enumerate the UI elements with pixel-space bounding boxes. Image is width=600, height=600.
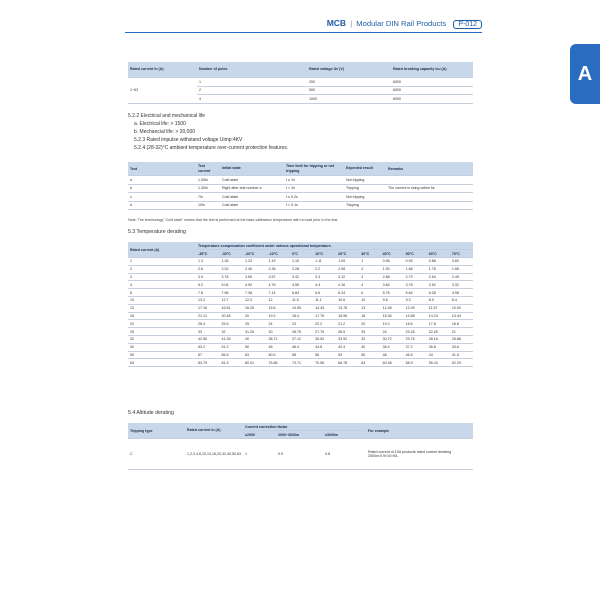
table-cell: 66.78 bbox=[336, 359, 359, 367]
table-cell: 32 bbox=[359, 335, 380, 343]
table-cell: 28.16 bbox=[427, 335, 450, 343]
table-cell: 40 bbox=[243, 335, 267, 343]
section-title: 5.3 Temperature derating bbox=[128, 229, 186, 235]
table-cell: 21.12 bbox=[196, 312, 220, 320]
table-cell: Cold state bbox=[220, 193, 284, 202]
table-row bbox=[128, 296, 473, 304]
table-cell: Cold state bbox=[220, 176, 284, 185]
table-cell: 12.7 bbox=[220, 296, 244, 304]
table-cell: 50 bbox=[128, 351, 196, 359]
table-cell: 3.12 bbox=[336, 273, 359, 281]
table-cell: 17.76 bbox=[313, 312, 336, 320]
table-cell: 7In bbox=[196, 193, 220, 202]
table-row bbox=[128, 359, 473, 367]
table-cell: 2.2 bbox=[313, 265, 336, 273]
table-cell: 12.3 bbox=[243, 296, 267, 304]
table-cell: 41.28 bbox=[220, 335, 244, 343]
table-row bbox=[128, 201, 473, 210]
table-cell: 33 bbox=[196, 328, 220, 336]
section-title: 5.4 Altitude derating bbox=[128, 410, 174, 416]
table-cell: 53 bbox=[336, 351, 359, 359]
table-cell: Rated current of 10A products rated current derating 2500m:0.9×10=9A bbox=[366, 439, 473, 470]
table-cell: 11.1 bbox=[313, 296, 336, 304]
table-cell: 38.72 bbox=[267, 335, 291, 343]
table-cell: 13.78 bbox=[336, 304, 359, 312]
temp-header: 70°C bbox=[450, 250, 473, 258]
table-cell: 16.8 bbox=[450, 320, 473, 328]
table-cell: 3.52 bbox=[427, 281, 450, 289]
col-header: Rated current (A) bbox=[128, 242, 196, 258]
table-cell: 7.8 bbox=[196, 289, 220, 297]
spec-line: 5.2.2 Electrical and mechanical life bbox=[128, 113, 205, 119]
spec-line: b. Mechancial life: > 20,000 bbox=[134, 129, 196, 135]
table-cell: 0.96 bbox=[381, 258, 404, 266]
table-cell: 13 bbox=[359, 304, 380, 312]
table-cell: 20 bbox=[359, 320, 380, 328]
table-cell: 33.6 bbox=[450, 343, 473, 351]
table-cell: 21 bbox=[450, 328, 473, 336]
table-cell: 10.6 bbox=[336, 296, 359, 304]
table-cell: 23.25 bbox=[404, 328, 427, 336]
table-cell: 3 bbox=[359, 273, 380, 281]
table-cell: 1.23 bbox=[243, 258, 267, 266]
table-row bbox=[128, 343, 473, 351]
table-cell: 5.2 bbox=[196, 281, 220, 289]
table-cell: 7.56 bbox=[220, 289, 244, 297]
table-cell: Tripping bbox=[344, 184, 386, 193]
table-cell: 40 bbox=[128, 343, 196, 351]
table-cell: 22.2 bbox=[313, 320, 336, 328]
col-header: Time limit for tripping or not tripping bbox=[284, 162, 344, 176]
table-cell: 22.25 bbox=[427, 328, 450, 336]
table-cell: Not tripping bbox=[344, 193, 386, 202]
temp-header: -10°C bbox=[267, 250, 291, 258]
table-cell: 32 bbox=[128, 335, 196, 343]
table-row bbox=[128, 176, 473, 185]
table-cell: 2.38 bbox=[267, 265, 291, 273]
product-name: MCB bbox=[326, 18, 347, 28]
table-cell: 1.86 bbox=[404, 265, 427, 273]
table-cell: 1.26 bbox=[220, 258, 244, 266]
table-cell: 13 bbox=[128, 304, 196, 312]
table-cell: 10 bbox=[359, 296, 380, 304]
table-cell: 1000 bbox=[307, 95, 391, 104]
table-cell: 48 bbox=[381, 351, 404, 359]
table-cell: 14.88 bbox=[404, 312, 427, 320]
table-cell: 1 bbox=[128, 258, 196, 266]
table-cell: 2.08 bbox=[336, 265, 359, 273]
table-cell: 6.84 bbox=[290, 289, 313, 297]
table-cell: 10 bbox=[128, 296, 196, 304]
table-cell bbox=[386, 201, 473, 210]
table-cell: t < 1h bbox=[284, 184, 344, 193]
table-cell: 1.05 bbox=[336, 258, 359, 266]
temp-header: 50°C bbox=[404, 250, 427, 258]
table-cell: 44 bbox=[427, 351, 450, 359]
table-row bbox=[128, 439, 473, 470]
table-cell: 6000 bbox=[391, 78, 473, 87]
table-cell: 9.3 bbox=[404, 296, 427, 304]
table-cell: 0.93 bbox=[404, 258, 427, 266]
breaking-capacity-table bbox=[128, 62, 473, 104]
table-cell: 14.95 bbox=[290, 304, 313, 312]
col-header: Rated breaking capacity Icu (A) bbox=[391, 62, 473, 78]
table-cell: 63 bbox=[128, 359, 196, 367]
table-cell: 38.4 bbox=[381, 343, 404, 351]
col-header: Rated current In (A) bbox=[185, 423, 243, 439]
temp-header: 10°C bbox=[313, 250, 336, 258]
table-cell: 6000 bbox=[391, 95, 473, 104]
cold-state-note: Note: The terminology" Cold state" means that the test is performed at the base calibration temperature with no load prior to the test. bbox=[128, 218, 339, 222]
table-cell: The current is rising within 5s bbox=[386, 184, 473, 193]
section-name: Modular DIN Rail Products bbox=[356, 19, 447, 28]
table-cell: 35.52 bbox=[313, 335, 336, 343]
table-row bbox=[128, 184, 473, 193]
table-cell: 2 bbox=[128, 265, 196, 273]
table-cell: 4 bbox=[197, 95, 307, 104]
col-header: ≥3000m bbox=[323, 431, 366, 439]
table-cell: 37.12 bbox=[290, 335, 313, 343]
table-cell: 76.86 bbox=[267, 359, 291, 367]
table-cell: 3.69 bbox=[243, 273, 267, 281]
temp-header: 60°C bbox=[427, 250, 450, 258]
table-cell: 16.96 bbox=[336, 312, 359, 320]
table-cell: 63 bbox=[359, 359, 380, 367]
table-cell: 3.42 bbox=[290, 273, 313, 281]
table-cell: 83.79 bbox=[196, 359, 220, 367]
table-cell: 4 bbox=[359, 281, 380, 289]
table-cell: 1 bbox=[197, 78, 307, 87]
table-cell: 28.75 bbox=[290, 328, 313, 336]
table-cell: 25 bbox=[243, 320, 267, 328]
table-cell: 60.48 bbox=[381, 359, 404, 367]
table-cell: 2.88 bbox=[381, 273, 404, 281]
table-cell: 2.64 bbox=[427, 273, 450, 281]
table-cell: 500 bbox=[307, 86, 391, 95]
table-cell: 41.5 bbox=[450, 351, 473, 359]
table-cell: 32 bbox=[220, 328, 244, 336]
col-group-header: Current correction factor bbox=[243, 423, 366, 431]
table-cell: 1 bbox=[359, 258, 380, 266]
table-cell: 8.9 bbox=[427, 296, 450, 304]
table-row bbox=[128, 320, 473, 328]
table-row bbox=[128, 304, 473, 312]
table-row bbox=[128, 335, 473, 343]
table-cell: 0.83 bbox=[450, 258, 473, 266]
table-cell: c bbox=[128, 193, 196, 202]
table-cell: 6 bbox=[359, 289, 380, 297]
table-row bbox=[128, 265, 473, 273]
table-cell: 3.9 bbox=[196, 273, 220, 281]
table-cell: 0.88 bbox=[427, 258, 450, 266]
table-cell: 26.5 bbox=[336, 328, 359, 336]
table-cell: 7.38 bbox=[243, 289, 267, 297]
table-cell: 2 bbox=[359, 265, 380, 273]
table-cell: 51.2 bbox=[220, 343, 244, 351]
temp-header: -20°C bbox=[243, 250, 267, 258]
temp-header: -35°C bbox=[196, 250, 220, 258]
table-row bbox=[128, 281, 473, 289]
table-cell: 55.44 bbox=[427, 359, 450, 367]
page-code: P-012 bbox=[453, 20, 482, 29]
table-cell: 70.56 bbox=[313, 359, 336, 367]
col-header: Expected result bbox=[344, 162, 386, 176]
table-cell: 35.6 bbox=[427, 343, 450, 351]
table-cell: 18.4 bbox=[290, 312, 313, 320]
spec-line: 5.2.4 (28-32)°C ambient temperature over-current protection features. bbox=[134, 145, 289, 151]
section-tab-letter: A bbox=[577, 62, 593, 85]
col-header: Rated current In (A) bbox=[128, 62, 197, 78]
table-cell: 0.9 bbox=[276, 439, 323, 470]
table-cell: 23 bbox=[290, 320, 313, 328]
temp-header: 20°C bbox=[336, 250, 359, 258]
table-cell: 2.52 bbox=[220, 265, 244, 273]
table-cell: 14.24 bbox=[427, 312, 450, 320]
table-cell: 3.84 bbox=[381, 281, 404, 289]
table-cell: 1.11 bbox=[313, 258, 336, 266]
header-separator: | bbox=[350, 19, 353, 28]
table-cell: 25 bbox=[359, 328, 380, 336]
table-cell: 1.19 bbox=[267, 258, 291, 266]
table-cell: 4.16 bbox=[336, 281, 359, 289]
table-cell: 2 bbox=[197, 86, 307, 95]
table-cell: 1,2,3,4,6,10,13,16,20,32,40,50,63 bbox=[185, 439, 243, 470]
table-cell: 3.78 bbox=[220, 273, 244, 281]
table-row bbox=[128, 351, 473, 359]
table-cell: 3.76 bbox=[404, 281, 427, 289]
table-cell: b bbox=[128, 184, 196, 193]
table-cell: 30.72 bbox=[381, 335, 404, 343]
table-row bbox=[128, 312, 473, 320]
table-cell: Tripping bbox=[344, 201, 386, 210]
table-cell: 20.48 bbox=[220, 312, 244, 320]
table-cell: 21.2 bbox=[336, 320, 359, 328]
table-cell: 5.28 bbox=[427, 289, 450, 297]
table-cell: 24 bbox=[381, 328, 404, 336]
table-cell: 30 bbox=[267, 328, 291, 336]
table-cell: 4.56 bbox=[290, 281, 313, 289]
table-cell bbox=[386, 176, 473, 185]
table-cell: 4 bbox=[128, 281, 196, 289]
table-cell: 1.92 bbox=[381, 265, 404, 273]
table-cell: 1.15 bbox=[290, 258, 313, 266]
table-cell: 60.5 bbox=[267, 351, 291, 359]
table-cell: 25.6 bbox=[220, 320, 244, 328]
overcurrent-protection-table bbox=[128, 162, 473, 210]
temperature-derating-table bbox=[128, 242, 473, 367]
table-cell: 6.24 bbox=[336, 289, 359, 297]
table-cell: 2.6 bbox=[196, 265, 220, 273]
table-cell: 12.09 bbox=[404, 304, 427, 312]
table-cell: 18.6 bbox=[404, 320, 427, 328]
table-cell: 27.75 bbox=[313, 328, 336, 336]
table-cell: t ≤ 0.2s bbox=[284, 193, 344, 202]
table-cell: 16 bbox=[359, 312, 380, 320]
col-header: 2000~3000m bbox=[276, 431, 323, 439]
table-cell: 1.30In bbox=[196, 184, 220, 193]
table-cell: 1.76 bbox=[427, 265, 450, 273]
table-cell: 9.6 bbox=[381, 296, 404, 304]
spec-line: a. Electrical life: > 1500 bbox=[134, 121, 186, 127]
table-cell: 1 bbox=[243, 439, 276, 470]
table-cell: 40 bbox=[359, 343, 380, 351]
temp-header: 40°C bbox=[381, 250, 404, 258]
table-row bbox=[128, 273, 473, 281]
table-cell: 250 bbox=[307, 78, 391, 87]
table-cell: 12 bbox=[267, 296, 291, 304]
table-cell: 67 bbox=[196, 351, 220, 359]
table-cell: 48 bbox=[267, 343, 291, 351]
table-cell: 5.76 bbox=[381, 289, 404, 297]
table-cell: 53.2 bbox=[196, 343, 220, 351]
section-tab bbox=[570, 44, 600, 104]
header-rule bbox=[125, 32, 482, 33]
table-cell: t < 0.1s bbox=[284, 201, 344, 210]
page-header bbox=[327, 18, 482, 29]
table-cell: 19.2 bbox=[267, 312, 291, 320]
temp-header: 30°C bbox=[359, 250, 380, 258]
col-header: Initial state bbox=[220, 162, 284, 176]
table-cell: 1.66 bbox=[450, 265, 473, 273]
table-cell: a bbox=[128, 176, 196, 185]
temp-header: 0°C bbox=[290, 250, 313, 258]
table-cell: 37.2 bbox=[404, 343, 427, 351]
table-cell: 3 bbox=[128, 273, 196, 281]
table-cell: 15.36 bbox=[381, 312, 404, 320]
table-cell: 7.14 bbox=[267, 289, 291, 297]
table-cell: 31.25 bbox=[243, 328, 267, 336]
table-row bbox=[128, 258, 473, 266]
table-cell: t ≤ 1h bbox=[284, 176, 344, 185]
table-cell: 58.9 bbox=[404, 359, 427, 367]
table-cell: 20 bbox=[128, 320, 196, 328]
temp-header: -30°C bbox=[220, 250, 244, 258]
table-cell: 65.5 bbox=[220, 351, 244, 359]
table-cell: 50 bbox=[359, 351, 380, 359]
table-cell: Not tripping bbox=[344, 176, 386, 185]
table-cell: C bbox=[128, 439, 185, 470]
table-cell: 1.05In bbox=[196, 176, 220, 185]
table-cell: 11.57 bbox=[427, 304, 450, 312]
table-cell: 15.6 bbox=[267, 304, 291, 312]
table-cell: 24 bbox=[267, 320, 291, 328]
table-cell: 16.25 bbox=[243, 304, 267, 312]
table-cell: Cold state bbox=[220, 201, 284, 210]
table-cell: 8.4 bbox=[450, 296, 473, 304]
table-cell: 13.2 bbox=[196, 296, 220, 304]
col-header: For example bbox=[366, 423, 473, 439]
table-cell: 2.49 bbox=[450, 273, 473, 281]
table-cell: 3.32 bbox=[450, 281, 473, 289]
table-row bbox=[128, 193, 473, 202]
table-cell: 2.46 bbox=[243, 265, 267, 273]
table-cell: 58 bbox=[290, 351, 313, 359]
table-cell: 16.51 bbox=[220, 304, 244, 312]
table-cell: 17.16 bbox=[196, 304, 220, 312]
table-cell bbox=[386, 193, 473, 202]
table-cell: 25 bbox=[128, 328, 196, 336]
table-cell: 81.9 bbox=[220, 359, 244, 367]
table-row bbox=[128, 289, 473, 297]
table-cell: 10.92 bbox=[450, 304, 473, 312]
table-cell: 10In bbox=[196, 201, 220, 210]
table-cell: 1.3 bbox=[196, 258, 220, 266]
table-cell: 0.8 bbox=[323, 439, 366, 470]
col-header: Tripping type bbox=[128, 423, 185, 439]
table-cell: 13.44 bbox=[450, 312, 473, 320]
col-header: Test current bbox=[196, 162, 220, 176]
table-cell: 6 bbox=[128, 289, 196, 297]
table-cell: 12.48 bbox=[381, 304, 404, 312]
table-cell: 11.5 bbox=[290, 296, 313, 304]
table-cell: 73.71 bbox=[290, 359, 313, 367]
table-cell: 46.5 bbox=[404, 351, 427, 359]
table-cell: 4.98 bbox=[450, 289, 473, 297]
col-header: Rated voltage Ue (V) bbox=[307, 62, 391, 78]
table-cell: 5.04 bbox=[220, 281, 244, 289]
table-cell: 56 bbox=[313, 351, 336, 359]
table-cell: 33.92 bbox=[336, 335, 359, 343]
col-header: Test bbox=[128, 162, 196, 176]
col-header: ≤2000 bbox=[243, 431, 276, 439]
table-cell: 4.92 bbox=[243, 281, 267, 289]
table-cell: 19.2 bbox=[381, 320, 404, 328]
table-cell: 80.01 bbox=[243, 359, 267, 367]
table-row bbox=[128, 328, 473, 336]
col-group-header: Temperature compensation coefficient under various operational temperature. bbox=[196, 242, 473, 250]
table-cell: 4.4 bbox=[313, 281, 336, 289]
table-row bbox=[128, 78, 473, 87]
spec-line: 5.2.3 Rated impulse withstand voltage Uimp:4KV bbox=[134, 137, 243, 143]
altitude-derating-table bbox=[128, 423, 473, 470]
col-header: Number of poles bbox=[197, 62, 307, 78]
table-cell: 26.4 bbox=[196, 320, 220, 328]
table-cell: 63 bbox=[243, 351, 267, 359]
table-cell: 52.29 bbox=[450, 359, 473, 367]
table-cell: 50 bbox=[243, 343, 267, 351]
table-cell: 26.88 bbox=[450, 335, 473, 343]
table-cell: 14.43 bbox=[313, 304, 336, 312]
table-cell: 42.56 bbox=[196, 335, 220, 343]
table-cell: Right after test number a bbox=[220, 184, 284, 193]
table-cell: 17.8 bbox=[427, 320, 450, 328]
table-cell: 29.76 bbox=[404, 335, 427, 343]
table-cell: 44.8 bbox=[313, 343, 336, 351]
table-cell: 3.3 bbox=[313, 273, 336, 281]
table-cell: 6.6 bbox=[313, 289, 336, 297]
table-cell: 2.28 bbox=[290, 265, 313, 273]
table-cell: 16 bbox=[128, 312, 196, 320]
table-cell: 42.4 bbox=[336, 343, 359, 351]
table-cell: 1~63 bbox=[128, 78, 197, 104]
table-cell: 2.79 bbox=[404, 273, 427, 281]
table-cell: 6000 bbox=[391, 86, 473, 95]
table-cell: 20 bbox=[243, 312, 267, 320]
table-cell: 46.4 bbox=[290, 343, 313, 351]
table-cell: 5.64 bbox=[404, 289, 427, 297]
table-cell: 4.76 bbox=[267, 281, 291, 289]
table-cell: d bbox=[128, 201, 196, 210]
table-cell: 3.57 bbox=[267, 273, 291, 281]
col-header: Remarks bbox=[386, 162, 473, 176]
